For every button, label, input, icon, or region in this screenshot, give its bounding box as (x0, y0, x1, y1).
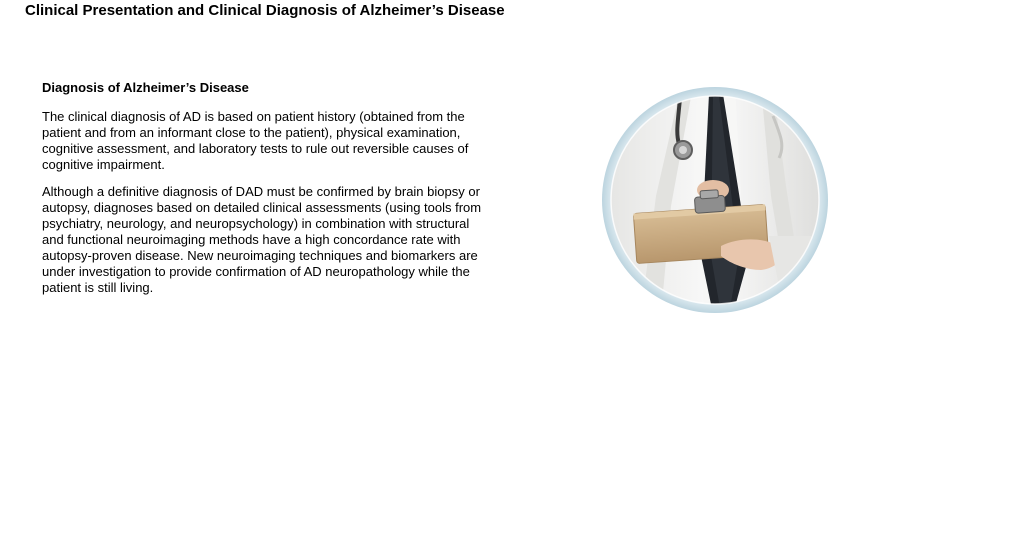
section-heading: Diagnosis of Alzheimer’s Disease (42, 80, 249, 95)
doctor-photo (601, 86, 829, 314)
paragraph-definitive-diagnosis: Although a definitive diagnosis of DAD must be confirmed by brain biopsy or autopsy, diagnoses based on detailed clinical assessments (using tools from psychiatry, neurology, and neuropsychology) in combination with structural and functional neuroimaging methods have a high concordance rate with autopsy-proven disease. New neuroimaging techniques and biomarkers are under investigation to provide confirmation of AD neuropathology while the patient is still living. (42, 184, 482, 295)
paragraph-clinical-diagnosis: The clinical diagnosis of AD is based on patient history (obtained from the patient and from an informant close to the patient), physical examination, cognitive assessment, and laboratory tests to rule out reversible causes of cognitive impairment. (42, 109, 469, 172)
page-title: Clinical Presentation and Clinical Diagnosis of Alzheimer’s Disease (25, 2, 505, 19)
content-column (42, 79, 492, 307)
